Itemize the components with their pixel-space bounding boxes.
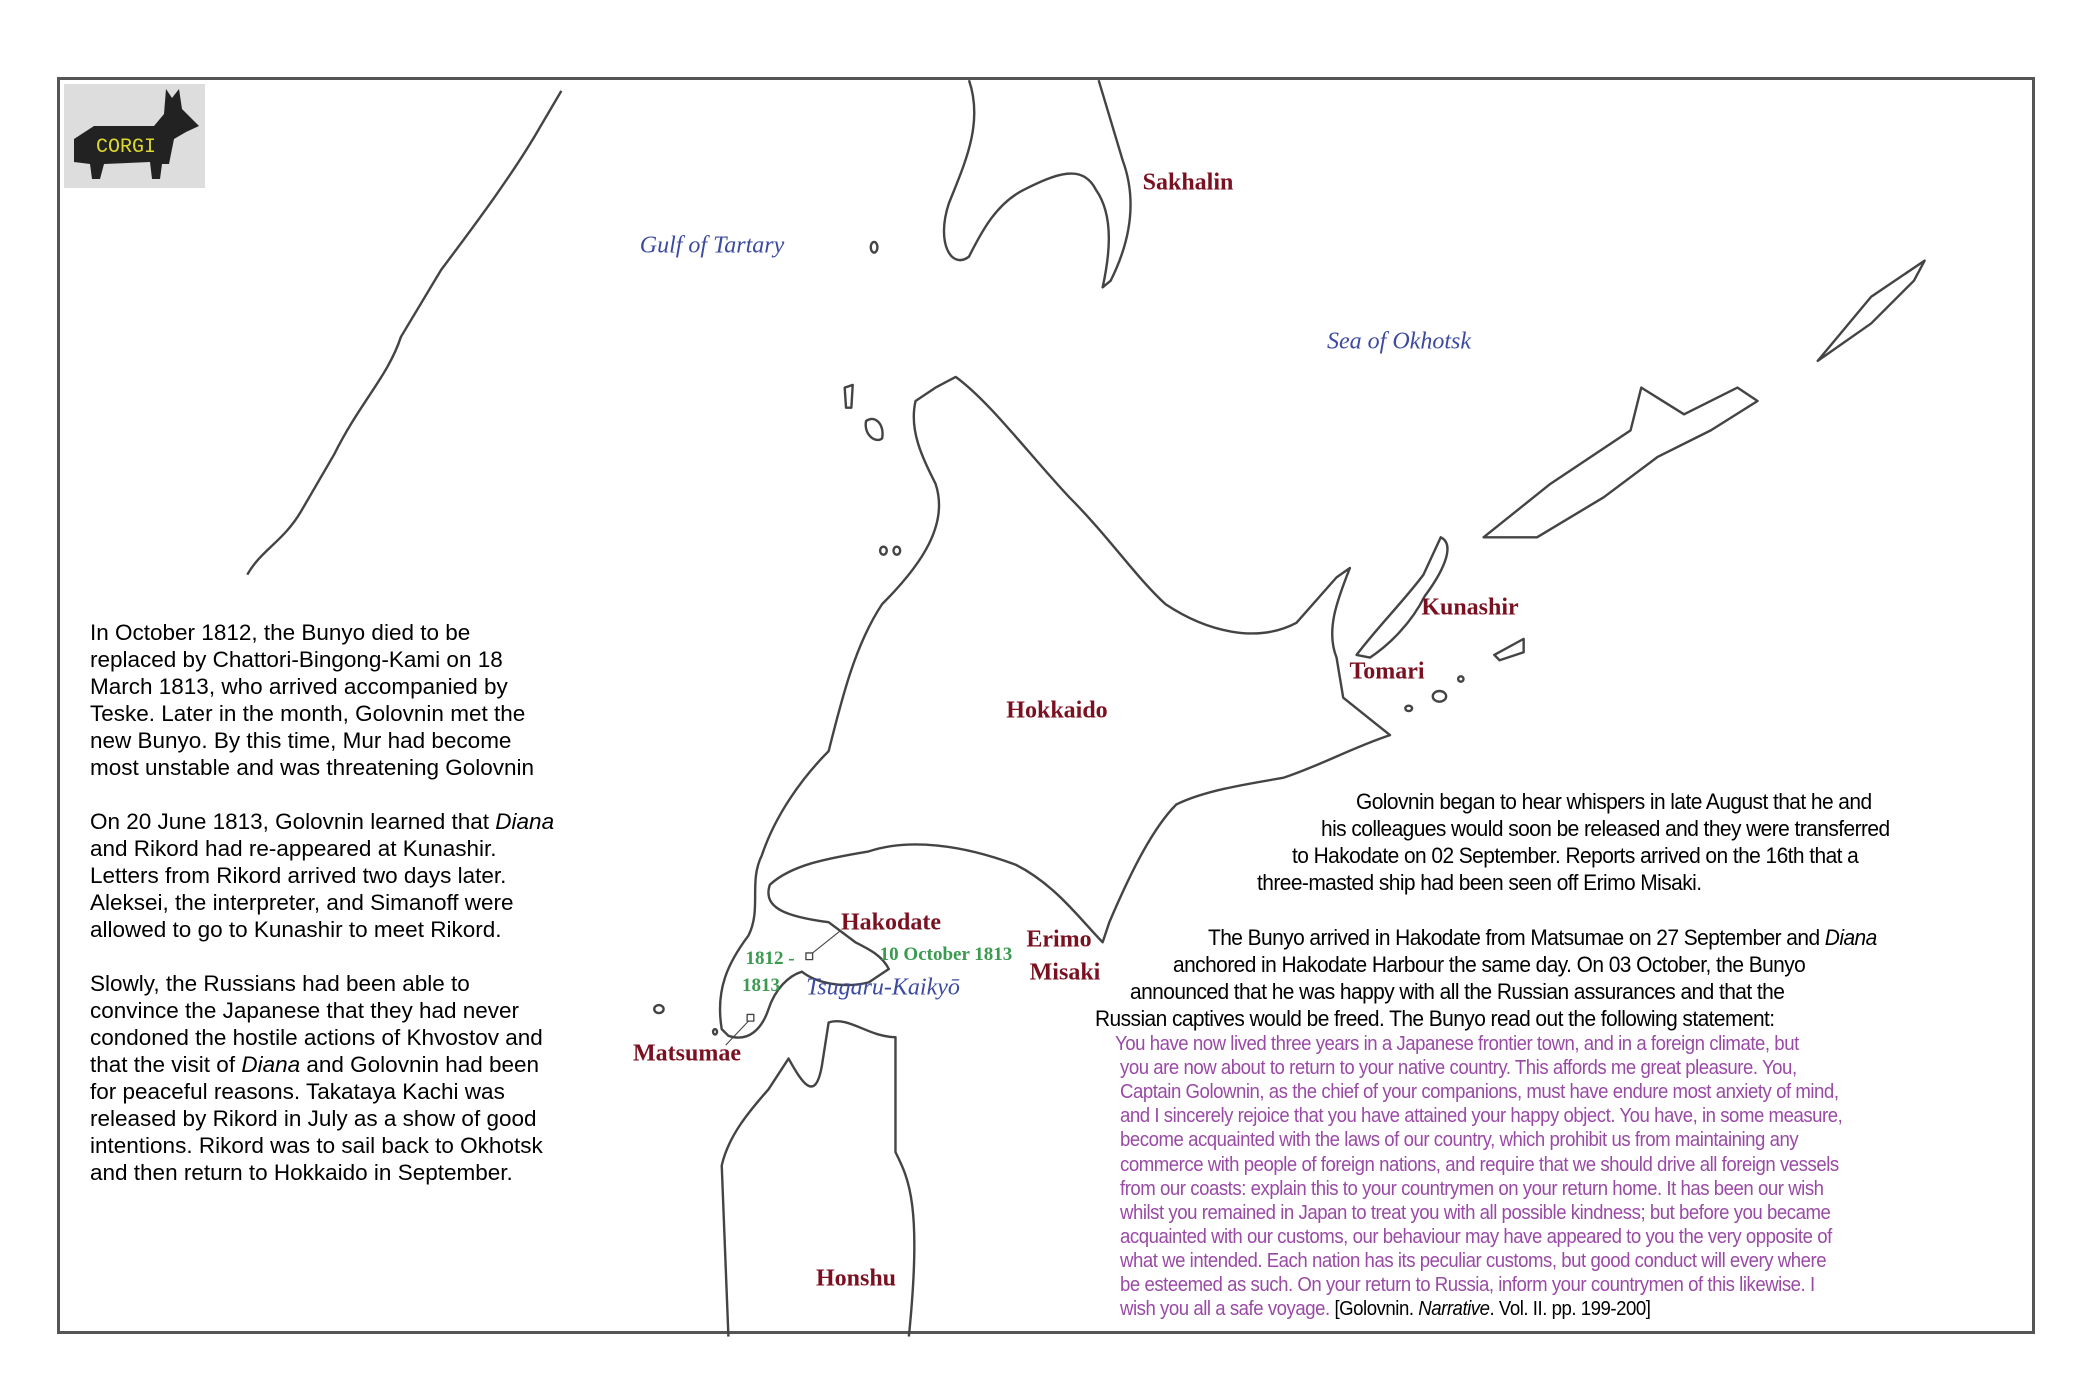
label-tsugaru-kaikyo: Tsugaru-Kaikyō [806, 974, 960, 1001]
label-gulf-of-tartary: Gulf of Tartary [639, 232, 785, 259]
paragraph-3 [90, 970, 560, 1186]
corgi-icon [64, 84, 205, 188]
island [880, 547, 887, 555]
island [654, 1005, 663, 1013]
text: . Vol. II. pp. 199-200] [1489, 1298, 1651, 1321]
ship-name: Diana [241, 1052, 301, 1077]
iturup-coast [1484, 388, 1758, 538]
quote-line: become acquainted with the laws of our country, which prohibit us from maintaining any [1120, 1129, 1799, 1152]
text: The Bunyo arrived in Hakodate from Matsumae on 27 September and [1208, 925, 1825, 950]
paragraph-1: In October 1812, the Bunyo died to be replaced by Chattori-Bingong-Kami on 18 March 1813, who arrived accompanied by Teske. Later in the month, Golovnin met the new Bunyo. By this time, Mur had become most unstable and was threatening Golovnin [90, 620, 535, 780]
svg-text:CORGI: CORGI [95, 136, 157, 159]
label-matsumae: Matsumae [633, 1040, 741, 1067]
label-sea-of-okhotsk: Sea of Okhotsk [1327, 328, 1471, 355]
text: [Golovnin. [1334, 1298, 1419, 1321]
matsumae-marker [747, 1014, 754, 1021]
right-line: Russian captives would be freed. The Bunyo read out the following statement: [1095, 1006, 1775, 1031]
text: and Rikord had re-appeared at Kunashir. Letters from Rikord arrived two days later. Aleksei, the interpreter, and Simanoff were allowed to go to Kunashir to meet Rikord. [90, 836, 514, 942]
shikotan-island [1494, 639, 1523, 660]
urup-coast [1818, 261, 1925, 361]
quote-line: from our coasts: explain this to your countrymen on your return home. It has been our wish [1120, 1177, 1824, 1200]
right-line: his colleagues would soon be released and they were transferred [1321, 816, 1890, 841]
right-line [1208, 925, 1877, 951]
paragraph-2 [90, 808, 560, 943]
quote-line: acquainted with our customs, our behaviour may have appeared to you the very opposite of [1120, 1225, 1832, 1248]
island [871, 242, 878, 253]
rebun-island [866, 419, 883, 440]
continent-coast [247, 91, 561, 575]
island [1433, 691, 1446, 702]
island [713, 1029, 717, 1034]
label-date-hakodate: 10 October 1813 [879, 944, 1013, 965]
label-date-matsumae-1: 1812 - [745, 948, 795, 969]
island [893, 547, 900, 555]
label-honshu: Honshu [815, 1265, 897, 1292]
quote-line: Captain Golownin, as the chief of your companions, must have endure most anxiety of mind, [1120, 1081, 1839, 1104]
island [1405, 706, 1412, 711]
right-line: anchored in Hakodate Harbour the same day. On 03 October, the Bunyo [1173, 952, 1806, 977]
book-title: Narrative [1418, 1298, 1490, 1321]
label-tomari: Tomari [1349, 658, 1425, 685]
text: and Golovnin had been for peaceful reasons. Takataya Kachi was released by Rikord in July as a show of good intentions. Rikord was to sail back to Okhotsk and then return to Hokkaido in September. [90, 1052, 543, 1185]
text: On 20 June 1813, Golovnin learned that [90, 809, 496, 834]
hakodate-leader [813, 932, 840, 953]
quote-line: commerce with people of foreign nations, and require that we should drive all foreign vessels [1120, 1153, 1839, 1176]
quote-line: You have now lived three years in a Japanese frontier town, and in a foreign climate, but [1115, 1033, 1799, 1055]
quote-line: and I sincerely rejoice that you have attained your happy object. You have, in some measure, [1120, 1105, 1843, 1128]
label-hokkaido: Hokkaido [1006, 697, 1108, 724]
citation [1334, 1298, 1650, 1320]
right-line: announced that he was happy with all the Russian assurances and that the [1130, 979, 1785, 1004]
text: wish you all a safe voyage. [1120, 1298, 1330, 1321]
hakodate-marker [806, 953, 813, 960]
quote-line: what we intended. Each nation has its peculiar customs, but good conduct will every where [1120, 1249, 1827, 1272]
quote-line: whilst you remained in Japan to treat you with all possible kindness; but before you became [1120, 1201, 1831, 1224]
right-line: three-masted ship had been seen off Erimo Misaki. [1257, 870, 1702, 895]
label-kunashir: Kunashir [1421, 594, 1519, 621]
quote-line [1120, 1298, 1650, 1321]
left-narrative [90, 619, 560, 1186]
label-hakodate: Hakodate [840, 909, 942, 936]
ship-name: Diana [495, 809, 555, 834]
quote-line: be esteemed as such. On your return to Russia, inform your countrymen of this likewise. I [1120, 1274, 1815, 1296]
label-date-matsumae-2: 1813 [742, 975, 780, 996]
sakhalin-coast [944, 80, 1131, 287]
label-erimo: Erimo [1026, 926, 1092, 953]
quote-line: you are now about to return to your native country. This affords me great pleasure. You, [1120, 1057, 1797, 1080]
rishiri-island [845, 385, 853, 408]
ship-name: Diana [1824, 925, 1877, 950]
corgi-logo [64, 84, 205, 188]
label-sakhalin: Sakhalin [1142, 169, 1234, 196]
label-misaki: Misaki [1029, 959, 1101, 986]
right-line: Golovnin began to hear whispers in late August that he and [1356, 789, 1872, 814]
text: Slowly, the Russians had been able to convince the Japanese that they had never condoned the hostile actions of Khvostov and that the visit of [90, 971, 543, 1077]
right-line: to Hakodate on 02 September. Reports arrived on the 16th that a [1292, 843, 1859, 868]
island [1458, 676, 1463, 681]
